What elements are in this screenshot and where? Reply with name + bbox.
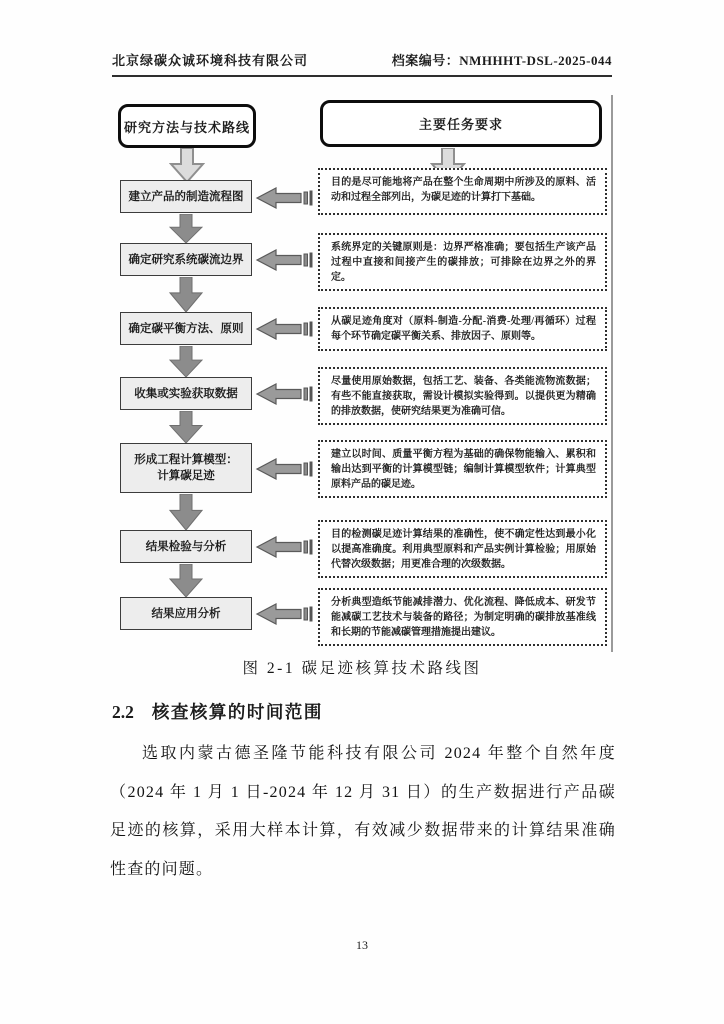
flow-step-box (120, 597, 252, 630)
flow-task-box: 系统界定的关键原则是：边界严格准确；要包括生产该产品过程中直接和间接产生的碳排放；可排除在边界之外的界定。 (318, 233, 607, 291)
down-arrow-icon (168, 346, 204, 377)
step-label: 建立产品的制造流程图 (128, 190, 244, 203)
left-arrow-icon (255, 318, 315, 340)
flow-task-box: 分析典型造纸节能减排潜力、优化流程、降低成本、研发节能减碳工艺技术与装备的路径；为制定明确的碳排放基准线和长期的节能减碳管理措施提出建议。 (318, 588, 607, 646)
flow-step-box (120, 443, 252, 493)
left-arrow-icon (255, 603, 315, 625)
step-label: 结果应用分析 (151, 607, 221, 620)
flow-task-box: 尽量使用原始数据，包括工艺、装备、各类能流物流数据；有些不能直接获取，需设计模拟实验得到。以提供更为精确的排放数据，使研究结果更为准确可信。 (318, 367, 607, 425)
archive-label: 档案编号： (391, 53, 460, 68)
step-label: 形成工程计算模型： (134, 454, 238, 466)
step-label: 确定研究系统碳流边界 (128, 253, 244, 266)
step-label: 确定碳平衡方法、原则 (128, 322, 244, 335)
flow-step-box (120, 377, 252, 410)
body-paragraph: 选取内蒙古德圣隆节能科技有限公司 2024 年整个自然年度（2024 年 1 月 1 日-2024 年 12 月 31 日）的生产数据进行产品碳足迹的核算，采用大样本计算，有效减少数据带来的计算结果准确性查的问题。 (110, 745, 616, 878)
section-number: 2.2 (112, 702, 134, 722)
left-arrow-icon (255, 383, 315, 405)
left-arrow-icon (255, 458, 315, 480)
header-divider (112, 75, 612, 77)
down-arrow-icon (168, 564, 204, 597)
left-arrow-icon (255, 536, 315, 558)
flow-step-box (120, 243, 252, 276)
down-arrow-icon (168, 411, 204, 443)
flow-task-box: 目的检测碳足迹计算结果的准确性，使不确定性达到最小化以提高准确度。利用典型原料和产品实例计算检验；用原始代替次级数据；用更准合理的次级数据。 (318, 520, 607, 578)
flow-task-box: 建立以时间、质量平衡方程为基础的确保物能输入、累积和输出达到平衡的计算模型链；编制计算模型软件；计算典型原料产品的碳足迹。 (318, 440, 607, 498)
down-arrow-icon (168, 277, 204, 312)
flow-step-box (120, 180, 252, 213)
figure-caption: 图 2-1 碳足迹核算技术路线图 (242, 660, 482, 677)
section-heading (112, 699, 323, 724)
page-header (112, 50, 612, 69)
company-name: 北京绿碳众诚环境科技有限公司 (112, 53, 309, 68)
flow-step-box (120, 312, 252, 345)
section-title: 核查核算的时间范围 (151, 702, 323, 722)
archive-value: NMHHHT-DSL-2025-044 (459, 53, 612, 68)
down-arrow-icon (168, 214, 204, 243)
flow-task-box: 目的是尽可能地将产品在整个生命周期中所涉及的原料、活动和过程全部列出，为碳足迹的计算打下基础。 (318, 168, 607, 215)
down-arrow-icon (168, 494, 204, 530)
flow-step-box (120, 530, 252, 563)
flow-header-methods: 研究方法与技术路线 (118, 104, 256, 148)
flow-header-tasks: 主要任务要求 (320, 100, 602, 147)
left-arrow-icon (255, 187, 315, 209)
left-arrow-icon (255, 249, 315, 271)
step-label: 收集或实验获取数据 (134, 387, 238, 400)
figure-right-border (611, 95, 613, 652)
step-label: 结果检验与分析 (145, 540, 227, 553)
page-number: 13 (356, 938, 368, 952)
hollow-down-arrow-icon (169, 148, 205, 184)
archive-number (392, 50, 612, 69)
step-label-line2: 计算碳足迹 (157, 470, 215, 482)
flow-task-box: 从碳足迹角度对（原料-制造-分配-消费-处理/再循环）过程每个环节确定碳平衡关系、排放因子、原则等。 (318, 307, 607, 351)
